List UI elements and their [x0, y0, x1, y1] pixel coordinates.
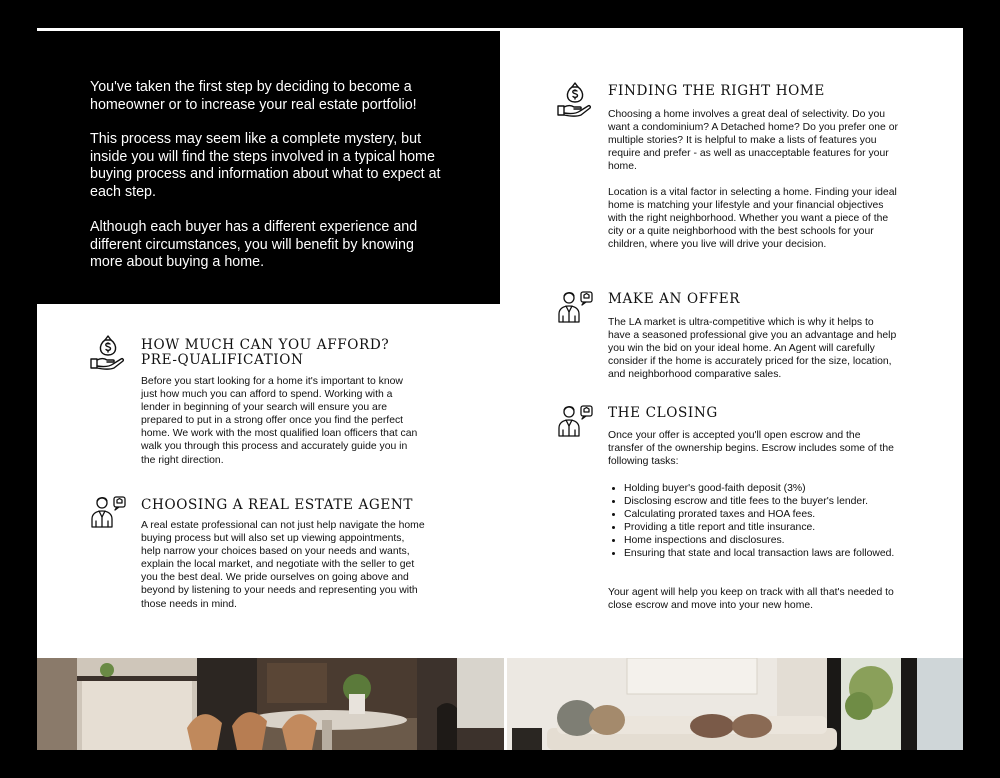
finding-home-body-2: Location is a vital factor in selecting a home. Finding your ideal home is matching your lifestyle and your financial objectives with the right neighborhood. Whether you want a piece of the city or a quite neighborhood with the best schools for your children, where you live will drive your decision. — [608, 187, 897, 251]
section-affordability — [89, 333, 449, 473]
money-bag-in-hand-icon — [89, 333, 127, 371]
dining-room-photo — [37, 658, 504, 750]
choosing-agent-title: CHOOSING A REAL ESTATE AGENT — [141, 497, 414, 513]
closing-title: THE CLOSING — [608, 405, 718, 421]
closing-task-list — [608, 482, 899, 561]
section-closing — [556, 402, 926, 622]
brochure-page — [37, 28, 963, 750]
affordability-title-line-1: HOW MUCH CAN YOU AFFORD? — [141, 337, 390, 353]
closing-footer: Your agent will help you keep on track with all that's needed to close escrow and move into your new home. — [608, 587, 894, 612]
money-bag-in-hand-icon — [556, 80, 594, 118]
finding-home-title: FINDING THE RIGHT HOME — [608, 83, 825, 99]
choosing-agent-body: A real estate professional can not just help navigate the home buying process but will also set up viewing appointments, help narrow your choices based on your needs and wants, explain the local market, and negotiate with the seller to get you the best deal. We pride ourselves on going above and beyond by listening to your needs and representing you with those needs in mind. — [141, 520, 425, 610]
finding-home-body-1: Choosing a home involves a great deal of selectivity. Do you want a condominium? A Detached home? Do you prefer one or multiple stories? It is helpful to make a lists of features you require and prefer - as well as unacceptable features for your home. — [608, 109, 898, 173]
list-item: • Holding buyer's good-faith deposit (3%) — [624, 482, 899, 495]
intro-paragraph-3: Although each buyer has a different experience and different circumstances, you will benefit by knowing more about buying a home. — [90, 219, 418, 270]
real-estate-agent-icon — [556, 402, 594, 440]
list-item: • Home inspections and disclosures. — [624, 534, 899, 547]
section-make-offer — [556, 288, 926, 388]
affordability-body: Before you start looking for a home it's important to know just how much you can afford to spend. Working with a lender in beginning of your search will ensure you are prepared to put in a strong offer once you find the perfect home. We work with the most qualified loan officers that can walk you through this process and accurately guide you in the right direction. — [141, 376, 418, 466]
intro-paragraph-1: You've taken the first step by deciding to become a homeowner or to increase your real estate portfolio! — [90, 79, 417, 113]
make-offer-title: MAKE AN OFFER — [608, 291, 741, 307]
section-choosing-agent — [89, 493, 449, 633]
section-finding-home — [556, 80, 926, 270]
affordability-title-line-2: PRE-QUALIFICATION — [141, 352, 304, 368]
living-room-photo — [507, 658, 963, 750]
list-item: • Disclosing escrow and title fees to the buyer's lender. — [624, 495, 899, 508]
real-estate-agent-icon — [556, 288, 594, 326]
intro-panel — [37, 31, 500, 304]
list-item: • Ensuring that state and local transaction laws are followed. — [624, 547, 899, 560]
list-item: • Calculating prorated taxes and HOA fees. — [624, 508, 899, 521]
intro-paragraph-2: This process may seem like a complete mystery, but inside you will find the steps involved in a typical home buying process and information about what to expect at each step. — [90, 131, 441, 200]
closing-body: Once your offer is accepted you'll open escrow and the transfer of the ownership begins. Escrow includes some of the following tasks: — [608, 430, 894, 468]
real-estate-agent-icon — [89, 493, 127, 531]
make-offer-body: The LA market is ultra-competitive which is why it helps to have a seasoned professional give you an advantage and help you win the bid on your ideal home. An Agent will carefully consider if the home is accurately priced for the size, location, and neighborhood comparative sales. — [608, 317, 897, 381]
list-item: • Providing a title report and title insurance. — [624, 521, 899, 534]
